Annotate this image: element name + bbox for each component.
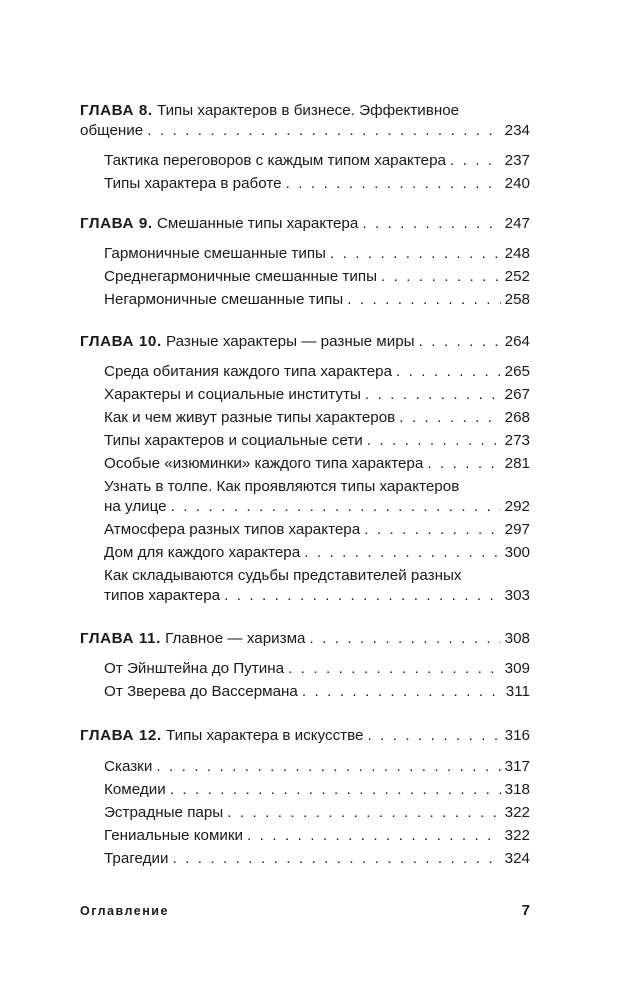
- toc-entry-title: Негармоничные смешанные типы: [104, 291, 344, 308]
- leader-dots: [288, 659, 501, 679]
- leader-dots: [427, 454, 500, 474]
- toc-entry-page: 258: [504, 291, 530, 308]
- toc-entry-page: 281: [504, 455, 530, 472]
- toc-entry-page: 237: [504, 152, 530, 169]
- chapter-8-heading-line1: [80, 101, 530, 121]
- chapter-9-title: Смешанные типы характера: [156, 215, 359, 232]
- chapter-8-title-continued: общение: [80, 122, 144, 139]
- chapter-8-title: Типы характеров в бизнесе. Эффективное: [156, 102, 460, 119]
- chapter-12-heading[interactable]: [80, 726, 530, 746]
- toc-entry[interactable]: [104, 362, 530, 382]
- toc-entry-page: 292: [504, 498, 530, 515]
- toc-entry-page: 300: [504, 544, 530, 561]
- toc-entry-title: Как складываются судьбы представителей разных: [104, 567, 462, 584]
- toc-entry-title: Эстрадные пары: [104, 804, 224, 821]
- toc-entry-page: 309: [504, 660, 530, 677]
- running-title: Оглавление: [80, 904, 169, 918]
- toc-entry[interactable]: [104, 849, 530, 869]
- toc-entry-page: 311: [505, 683, 530, 700]
- toc-entry-page: 318: [504, 781, 530, 798]
- toc-entry-title: Типы характеров и социальные сети: [104, 432, 363, 449]
- chapter-11-heading[interactable]: [80, 629, 530, 649]
- toc-entry[interactable]: [104, 385, 530, 405]
- chapter-9-heading[interactable]: [80, 214, 530, 234]
- toc-entry[interactable]: [104, 431, 530, 451]
- chapter-11-page: 308: [504, 630, 530, 647]
- leader-dots: [147, 121, 500, 141]
- toc-entry-title: От Зверева до Вассермана: [104, 683, 298, 700]
- leader-dots: [302, 682, 502, 702]
- leader-dots: [362, 214, 500, 234]
- leader-dots: [156, 757, 500, 777]
- chapter-12-label: ГЛАВА 12.: [80, 727, 162, 744]
- chapter-12-page: 316: [504, 727, 530, 744]
- leader-dots: [419, 332, 501, 352]
- toc-entry[interactable]: [104, 757, 530, 777]
- toc-entry-title-continued: на улице: [104, 498, 167, 515]
- toc-entry[interactable]: [104, 682, 530, 702]
- chapter-10-heading[interactable]: [80, 332, 530, 352]
- page-footer: [80, 902, 530, 919]
- toc-entry-page: 322: [504, 804, 530, 821]
- toc-entry-title: Особые «изюминки» каждого типа характера: [104, 455, 424, 472]
- leader-dots: [309, 629, 500, 649]
- leader-dots: [304, 543, 500, 563]
- chapter-10-title: Разные характеры — разные миры: [166, 333, 415, 350]
- toc-entry[interactable]: [104, 659, 530, 679]
- leader-dots: [247, 826, 501, 846]
- toc-entry-title: Гениальные комики: [104, 827, 244, 844]
- toc-entry[interactable]: [104, 174, 530, 194]
- toc-entry-title: Сказки: [104, 758, 153, 775]
- toc-entry-page: 303: [504, 587, 530, 604]
- chapter-10-page: 264: [504, 333, 530, 350]
- leader-dots: [286, 174, 501, 194]
- toc-entry-title: От Эйнштейна до Путина: [104, 660, 285, 677]
- leader-dots: [396, 362, 501, 382]
- chapter-8-label: ГЛАВА 8.: [80, 102, 153, 119]
- toc-entry-page: 252: [504, 268, 530, 285]
- leader-dots: [364, 520, 500, 540]
- toc-entry-page: 267: [504, 386, 530, 403]
- toc-entry-title: Атмосфера разных типов характера: [104, 521, 361, 538]
- toc-entry[interactable]: [104, 497, 530, 517]
- toc-entry[interactable]: [104, 543, 530, 563]
- toc-entry[interactable]: [104, 244, 530, 264]
- leader-dots: [367, 431, 501, 451]
- toc-entry-page: 324: [504, 850, 530, 867]
- leader-dots: [227, 803, 500, 823]
- leader-dots: [224, 586, 501, 606]
- toc-entry-title: Среднегармоничные смешанные типы: [104, 268, 378, 285]
- toc-entry-page: 273: [504, 432, 530, 449]
- toc-entry[interactable]: [104, 408, 530, 428]
- leader-dots: [365, 385, 501, 405]
- page-number: 7: [521, 902, 530, 919]
- chapter-8-heading-line2[interactable]: [80, 121, 530, 141]
- toc-entry-line1: [104, 477, 530, 497]
- chapter-8-page: 234: [504, 122, 530, 139]
- leader-dots: [330, 244, 501, 264]
- toc-entry-title: Тактика переговоров с каждым типом характера: [104, 152, 446, 169]
- leader-dots: [381, 267, 501, 287]
- chapter-11-label: ГЛАВА 11.: [80, 630, 161, 647]
- toc-entry-title: Дом для каждого характера: [104, 544, 301, 561]
- toc-entry[interactable]: [104, 151, 530, 171]
- toc-entry[interactable]: [104, 267, 530, 287]
- toc-entry-page: 268: [504, 409, 530, 426]
- toc-entry-title: Характеры и социальные институты: [104, 386, 361, 403]
- toc-entry[interactable]: [104, 290, 530, 310]
- toc-entry-page: 322: [504, 827, 530, 844]
- toc-entry[interactable]: [104, 803, 530, 823]
- chapter-12-title: Типы характера в искусстве: [166, 727, 364, 744]
- chapter-10-label: ГЛАВА 10.: [80, 333, 162, 350]
- toc-entry-line1: [104, 566, 530, 586]
- toc-entry[interactable]: [104, 454, 530, 474]
- toc-entry-title: Типы характера в работе: [104, 175, 282, 192]
- toc-entry-title: Гармоничные смешанные типы: [104, 245, 326, 262]
- toc-entry-page: 240: [504, 175, 530, 192]
- leader-dots: [367, 726, 500, 746]
- toc-entry-title: Трагедии: [104, 850, 169, 867]
- leader-dots: [399, 408, 500, 428]
- chapter-11-title: Главное — харизма: [165, 630, 306, 647]
- toc-entry[interactable]: [104, 586, 530, 606]
- toc-entry-page: 265: [504, 363, 530, 380]
- toc-entry-title: Комедии: [104, 781, 166, 798]
- toc-entry[interactable]: [104, 826, 530, 846]
- toc-entry-title: Среда обитания каждого типа характера: [104, 363, 393, 380]
- leader-dots: [170, 780, 501, 800]
- toc-entry-page: 317: [504, 758, 530, 775]
- leader-dots: [347, 290, 500, 310]
- toc-entry-page: 248: [504, 245, 530, 262]
- toc-entry[interactable]: [104, 780, 530, 800]
- toc-entry-title-continued: типов характера: [104, 587, 221, 604]
- chapter-9-page: 247: [504, 215, 530, 232]
- toc-entry-title: Узнать в толпе. Как проявляются типы характеров: [104, 478, 460, 495]
- leader-dots: [450, 151, 501, 171]
- toc-entry-page: 297: [504, 521, 530, 538]
- toc-entry[interactable]: [104, 520, 530, 540]
- leader-dots: [172, 849, 500, 869]
- toc-entry-title: Как и чем живут разные типы характеров: [104, 409, 396, 426]
- leader-dots: [171, 497, 501, 517]
- chapter-9-label: ГЛАВА 9.: [80, 215, 153, 232]
